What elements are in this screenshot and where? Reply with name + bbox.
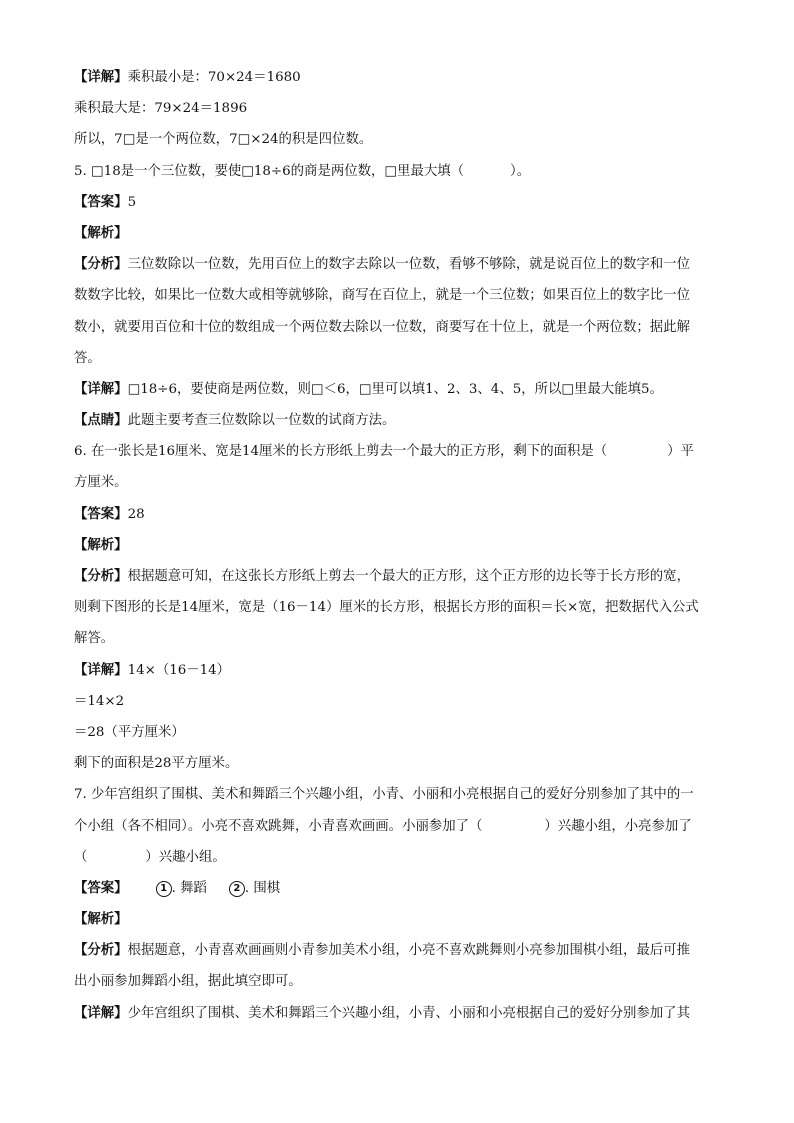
remark-tag: 【点睛】: [74, 412, 128, 429]
analysis-line: 解答。: [74, 631, 115, 647]
solution-line: [74, 62, 724, 93]
question-5: [74, 156, 724, 187]
analysis-line: 出小丽参加舞蹈小组，据此填空即可。: [74, 974, 302, 990]
question-text: ）平: [667, 444, 694, 460]
circled-number-icon: 2: [229, 881, 245, 897]
question-text: （: [74, 849, 88, 865]
analysis-tag: 【解析】: [74, 536, 128, 553]
answer-value: . 围棋: [244, 880, 281, 896]
answer-line: [74, 499, 724, 530]
analysis-text: 根据题意，小青喜欢画画则小青参加美术小组，小亮不喜欢跳舞则小亮参加围棋小组，最后可推: [127, 943, 690, 959]
analysis-line: [74, 561, 724, 592]
solution-line: 乘积最大是：79×24＝1896: [74, 101, 248, 117]
solution-line: [74, 998, 724, 1029]
question-text: 5. □18是一个三位数，要使□18÷6的商是两位数，□里最大填（: [74, 163, 465, 179]
analysis-line: 数小，就要用百位和十位的数组成一个两位数去除以一位数，商要写在十位上，就是一个两位数；据此解: [74, 319, 690, 335]
analysis-line: 答。: [74, 350, 101, 366]
answer-value: 28: [127, 506, 145, 522]
answer-line: [74, 187, 724, 218]
solution-line: [74, 374, 724, 405]
question-7-cont: [74, 842, 724, 873]
question-6-cont: 方厘米。: [74, 475, 128, 491]
question-7: 7. 少年宫组织了围棋、美术和舞蹈三个兴趣小组，小青、小丽和小亮根据自己的爱好分别参加了其中的一: [74, 787, 694, 803]
analysis-text: 三位数除以一位数，先用百位上的数字去除以一位数，看够不够除，就是说百位上的数字和一位: [127, 257, 690, 273]
remark-line: [74, 405, 724, 436]
solution-conclusion: 剩下的面积是28平方厘米。: [74, 756, 239, 772]
analysis-tag: 【解析】: [74, 911, 128, 928]
solution-tag: 【详解】: [74, 1004, 128, 1021]
question-text: ）。: [510, 163, 531, 179]
answer-tag: 【答案】: [74, 193, 128, 210]
question-text: ）兴趣小组，小亮参加了: [544, 818, 692, 834]
remark-text: 此题主要考查三位数除以一位数的试商方法。: [127, 413, 396, 429]
analysis-heading: [74, 530, 724, 561]
analysis-sub-tag: 【分析】: [74, 256, 128, 273]
answer-value: 5: [127, 194, 137, 210]
analysis-sub-tag: 【分析】: [74, 942, 128, 959]
solution-line: 所以，7□是一个两位数，7□×24的积是四位数。: [74, 132, 373, 148]
solution-text: □18÷6，要使商是两位数，则□＜6，□里可以填1、2、3、4、5，所以□里最大能填5。: [127, 381, 663, 397]
section-tag: 【详解】: [74, 69, 128, 85]
answer-value: . 舞蹈: [171, 880, 207, 896]
analysis-heading: [74, 218, 724, 249]
solution-text: 乘积最小是：70×24＝1680: [127, 70, 301, 85]
question-text: ）兴趣小组。: [145, 849, 226, 865]
solution-step: ＝14×2: [74, 693, 125, 709]
circled-number-icon: 1: [156, 881, 172, 897]
question-7-cont: [74, 811, 724, 842]
analysis-line: 数数字比较，如果比一位数大或相等就够除，商写在百位上，就是一个三位数；如果百位上的数字比一位: [74, 288, 690, 304]
analysis-line: [74, 935, 724, 966]
solution-tag: 【详解】: [74, 661, 128, 678]
question-text: 6. 在一张长是16厘米、宽是14厘米的长方形纸上剪去一个最大的正方形，剩下的面积是（: [74, 444, 608, 460]
analysis-heading: [74, 904, 724, 935]
analysis-text: 根据题意可知，在这张长方形纸上剪去一个最大的正方形，这个正方形的边长等于长方形的宽，: [127, 569, 690, 584]
answer-tag: 【答案】: [74, 879, 128, 896]
document-page: [74, 62, 724, 1029]
analysis-sub-tag: 【分析】: [74, 568, 128, 584]
solution-text: 14×（16－14）: [127, 662, 231, 678]
solution-step: ＝28（平方厘米）: [74, 724, 185, 740]
analysis-tag: 【解析】: [74, 224, 128, 241]
analysis-line: [74, 249, 724, 280]
solution-tag: 【详解】: [74, 380, 128, 397]
answer-line: [74, 873, 724, 904]
solution-line: [74, 655, 724, 686]
question-text: 个小组（各不相同）。小亮不喜欢跳舞，小青喜欢画画。小丽参加了（: [74, 818, 483, 834]
solution-text: 少年宫组织了围棋、美术和舞蹈三个兴趣小组，小青、小丽和小亮根据自己的爱好分别参加了其: [127, 1005, 690, 1021]
analysis-line: 则剩下图形的长是14厘米，宽是（16－14）厘米的长方形，根据长方形的面积＝长×宽，把数据代入公式: [74, 600, 699, 616]
question-6: [74, 436, 724, 467]
answer-tag: 【答案】: [74, 505, 128, 522]
